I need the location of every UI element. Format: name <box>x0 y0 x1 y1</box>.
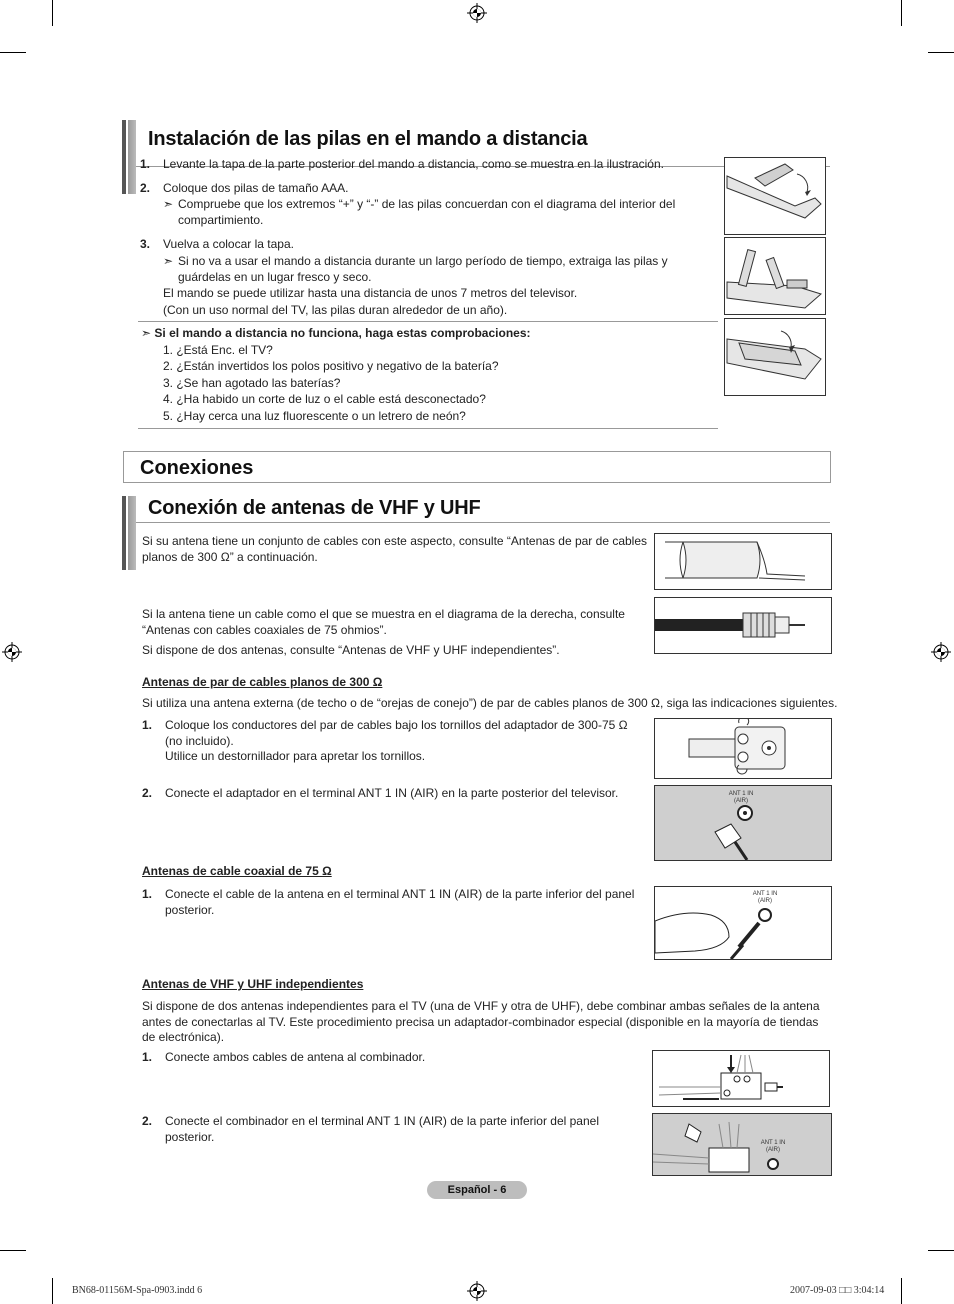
arrow-note-icon: ➣ <box>141 326 152 340</box>
coaxial-cable-figure <box>654 597 832 654</box>
sub3-text: Si dispone de dos antenas independientes para el TV (una de VHF y otra de UHF), debe combinar ambas señales de la antena antes de conectarlas al TV. Este procedimiento precisa un adaptador-combinador especial (disponible en la mayoría de tiendas de electrónica). <box>142 999 820 1044</box>
remote-open-cover-figure <box>724 157 826 235</box>
divider <box>138 321 718 322</box>
sub-heading: Antenas de cable coaxial de 75 Ω <box>142 864 332 878</box>
check-item: 4. ¿Ha habido un corte de luz o el cable está desconectado? <box>163 392 486 406</box>
heading-bar <box>122 120 136 194</box>
crop-mark <box>0 1250 26 1251</box>
registration-mark-icon <box>467 1281 487 1301</box>
sub-heading: Antenas de VHF y UHF independientes <box>142 977 364 991</box>
section-title: Instalación de las pilas en el mando a distancia <box>148 128 588 150</box>
page-number-badge: Español - 6 <box>427 1181 527 1199</box>
air-label: (AIR) <box>734 798 748 804</box>
combiner-terminal-figure <box>652 1113 832 1176</box>
step-3-note: ➣ Si no va a usar el mando a distancia durante un largo período de tiempo, extraiga las pilas y guárdelas en un lugar fresco y seco. <box>163 254 668 284</box>
sub3-step-2: 2. Conecte el combinador en el terminal ANT 1 IN (AIR) de la parte inferior del panel posterior. <box>142 1114 599 1144</box>
conexiones-title: Conexiones <box>140 457 254 479</box>
arrow-note-icon: ➣ <box>163 254 174 268</box>
sub-heading: Antenas de par de cables planos de 300 Ω <box>142 675 383 689</box>
coaxial-hand-figure <box>654 886 832 960</box>
crop-mark <box>928 1250 954 1251</box>
adapter-figure <box>654 718 832 779</box>
remote-close-cover-figure <box>724 318 826 396</box>
step-2: 2. Coloque dos pilas de tamaño AAA. <box>140 181 349 195</box>
crop-mark <box>52 1278 53 1304</box>
crop-mark <box>0 52 26 53</box>
ant-label: ANT 1 IN <box>760 1140 786 1146</box>
arrow-note-icon: ➣ <box>163 197 174 211</box>
sub3-step-1: 1. Conecte ambos cables de antena al combinador. <box>142 1050 426 1064</box>
sub2-step-1: 1. Conecte el cable de la antena en el terminal ANT 1 IN (AIR) de la parte inferior del panel posterior. <box>142 887 635 917</box>
intro-2: Si la antena tiene un cable como el que se muestra en el diagrama de la derecha, consulte “Antenas con cables coaxiales de 75 ohmios”. <box>142 607 625 637</box>
check-item: 2. ¿Están invertidos los polos positivo y negativo de la batería? <box>163 359 499 373</box>
combiner-figure <box>652 1050 830 1107</box>
check-item: 3. ¿Se han agotado las baterías? <box>163 376 341 390</box>
remote-batteries-figure <box>724 237 826 315</box>
step-3-extra-1: El mando se puede utilizar hasta una distancia de unos 7 metros del televisor. <box>163 286 578 300</box>
crop-mark <box>52 0 53 26</box>
divider <box>138 428 718 429</box>
check-item: 1. ¿Está Enc. el TV? <box>163 343 273 357</box>
flat-cable-figure <box>654 533 832 590</box>
section-title: Conexión de antenas de VHF y UHF <box>148 497 481 519</box>
ant-label: ANT 1 IN <box>752 891 778 897</box>
registration-mark-icon <box>931 642 951 662</box>
check-title: ➣ Si el mando a distancia no funciona, haga estas comprobaciones: <box>141 326 531 340</box>
section-antenna-header <box>122 496 830 523</box>
registration-mark-icon <box>2 642 22 662</box>
sub1-step-2: 2. Conecte el adaptador en el terminal ANT 1 IN (AIR) en la parte posterior del televisor. <box>142 786 619 800</box>
intro-1: Si su antena tiene un conjunto de cables con este aspecto, consulte “Antenas de par de cables planos de 300 Ω” a continuación. <box>142 534 648 564</box>
registration-mark-icon <box>467 3 487 23</box>
air-label: (AIR) <box>758 898 772 904</box>
crop-mark <box>928 52 954 53</box>
step-3: 3. Vuelva a colocar la tapa. <box>140 237 294 251</box>
sub1-step-1: 1. Coloque los conductores del par de cables bajo los tornillos del adaptador de 300-75 Ω (no incluido). Utilice un destornillador para apretar los tornillos. <box>142 718 628 763</box>
footer-file: BN68-01156M-Spa-0903.indd 6 <box>72 1285 203 1296</box>
footer-date: 2007-09-03 □□ 3:04:14 <box>790 1285 885 1296</box>
heading-bar <box>122 496 136 570</box>
air-label: (AIR) <box>766 1147 780 1153</box>
crop-mark <box>901 1278 902 1304</box>
step-1: 1. Levante la tapa de la parte posterior del mando a distancia, como se muestra en la ilustración. <box>140 157 664 171</box>
check-item: 5. ¿Hay cerca una luz fluorescente o un letrero de neón? <box>163 409 466 423</box>
step-3-extra-2: (Con un uso normal del TV, las pilas duran alrededor de un año). <box>163 303 508 317</box>
sub1-text: Si utiliza una antena externa (de techo o de “orejas de conejo”) de par de cables planos de 300 Ω, siga las indicaciones siguientes. <box>142 696 838 710</box>
ant-label: ANT 1 IN <box>728 791 754 797</box>
crop-mark <box>901 0 902 26</box>
tv-terminal-adapter-figure <box>654 785 832 861</box>
intro-3: Si dispone de dos antenas, consulte “Antenas de VHF y UHF independientes”. <box>142 643 560 657</box>
conexiones-box <box>123 451 831 483</box>
step-2-note: ➣ Compruebe que los extremos “+” y “-” de las pilas concuerdan con el diagrama del interior del compartimiento. <box>163 197 676 227</box>
